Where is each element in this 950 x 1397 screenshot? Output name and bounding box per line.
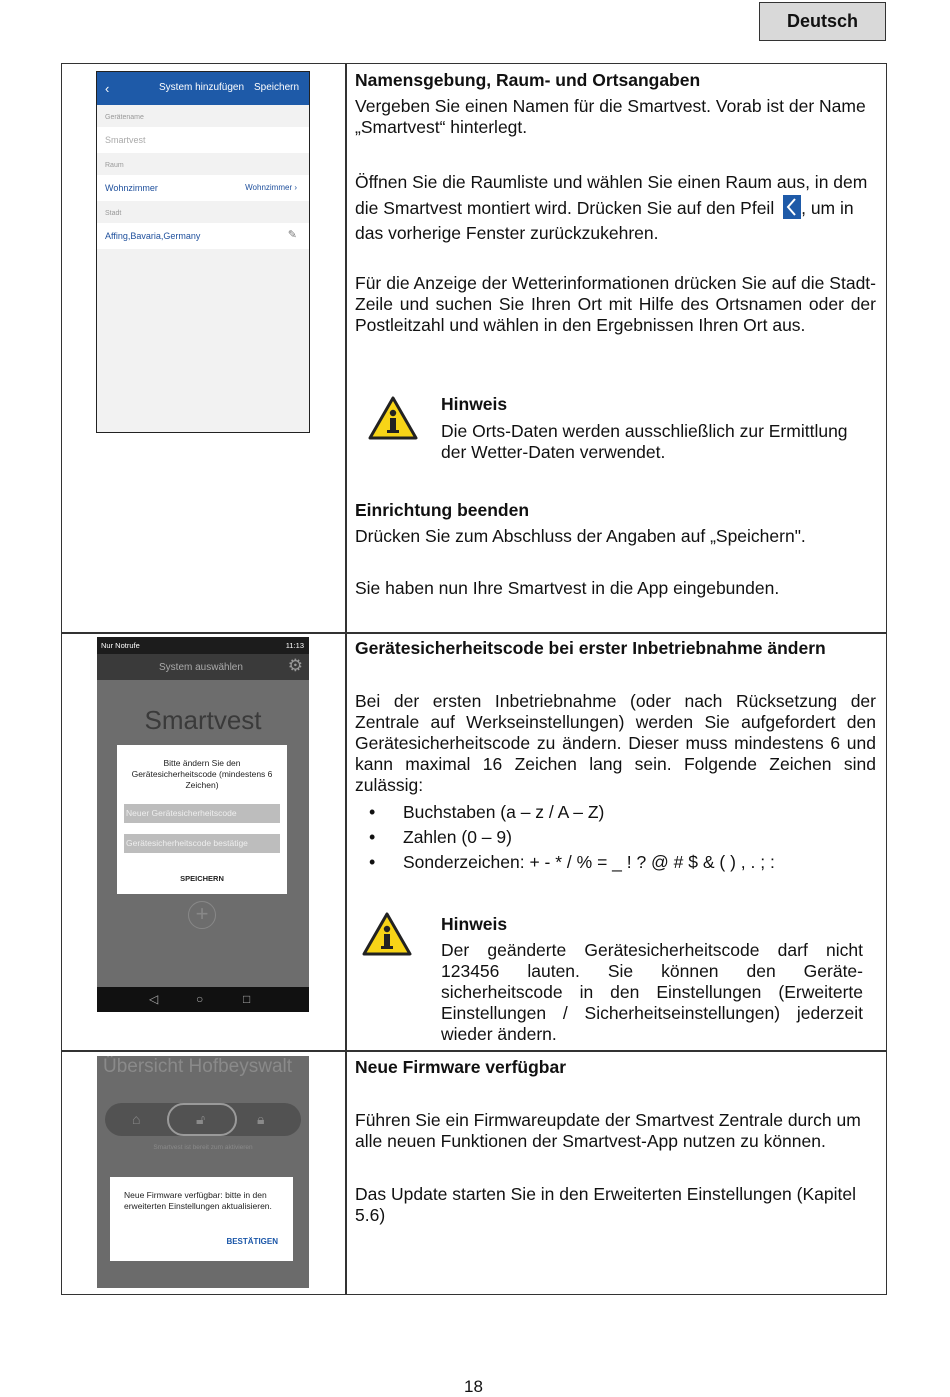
finish-text: Drücken Sie zum Abschluss der Angaben auf „Speichern". — [355, 526, 806, 546]
back-arrow-icon — [783, 195, 801, 219]
nav-recent-icon: □ — [243, 992, 251, 1006]
dialog-message: Bitte ändern Sie den Gerätesicherheitscode (mindestens 6 Zeichen) — [131, 758, 273, 790]
section2-hint-text: Der geänderte Gerätesicherheitscode darf nicht 123456 lauten. Sie können den Geräte-sicherheitscode in den Einstellungen (Erweiterte Einstellungen / Sicherheitseinstellungen) jederzeit wieder ändern. — [441, 940, 863, 1044]
firmware-screenshot — [97, 1056, 309, 1288]
language-tab: Deutsch — [759, 2, 886, 41]
section3-paragraph1: Führen Sie ein Firmwareupdate der Smartvest Zentrale durch um alle neuen Funktionen der Smartvest-App nutzen zu können. — [355, 1110, 861, 1151]
new-code-input: Neuer Gerätesicherheitscode — [124, 804, 280, 823]
status-bar — [97, 637, 309, 654]
city-caption: Stadt — [105, 210, 122, 217]
confirm-code-input: Gerätesicherheitscode bestätige — [124, 834, 280, 853]
room-row — [97, 175, 309, 201]
room-caption: Raum — [105, 162, 124, 169]
section1-paragraph3: Für die Anzeige der Wetterinformationen drücken Sie auf die Stadt-Zeile und suchen Sie Ihren Ort mit Hilfe des Ortsnamen oder der Postleitzahl und wählen in den Ergebnissen Ihren Ort aus. — [355, 273, 876, 335]
home-icon: ⌂ — [132, 1111, 141, 1127]
screen-title: System hinzufügen — [159, 82, 245, 93]
finish-heading: Einrichtung beenden — [355, 500, 530, 520]
section1-paragraph2 — [355, 170, 878, 246]
bullet-numbers: • Zahlen (0 – 9) — [355, 825, 775, 850]
system-add-screenshot — [96, 71, 310, 433]
section1-paragraph2-end: , um in das vorherige Fenster zurückzukehren. — [355, 198, 854, 243]
city-row — [97, 223, 309, 249]
lock-icon: 🔒︎ — [257, 1111, 265, 1127]
gear-icon: ⚙ — [287, 656, 303, 675]
plus-icon: + — [188, 901, 216, 929]
bullet-special: • Sonderzeichen: + - * / % = _ ! ? @ # $ & ( ) , . ; : — [355, 850, 775, 875]
city-value: Affing,Bavaria,Germany — [105, 231, 201, 241]
warning-icon — [362, 912, 412, 956]
screen-title: System auswählen — [159, 662, 243, 673]
warning-icon — [368, 396, 418, 440]
section1-heading: Namensgebung, Raum- und Ortsangaben — [355, 70, 701, 90]
nav-home-icon: ○ — [196, 992, 204, 1006]
row-divider-2 — [62, 1050, 886, 1052]
section1-hint-text: Die Orts-Daten werden ausschließlich zur Ermittlung der Wetter-Daten verwendet. — [441, 421, 848, 462]
section3-paragraph2: Das Update starten Sie in den Erweiterten Einstellungen (Kapitel 5.6) — [355, 1184, 856, 1225]
allowed-characters-list — [355, 800, 775, 875]
status-time: 11:13 — [285, 641, 304, 650]
save-button: Speichern — [254, 82, 300, 93]
page-number: 18 — [464, 1377, 483, 1396]
name-field: Smartvest — [97, 127, 309, 153]
android-nav-bar — [97, 987, 309, 1012]
section3-heading: Neue Firmware verfügbar — [355, 1057, 567, 1077]
section2-heading: Gerätesicherheitscode bei erster Inbetriebnahme ändern — [355, 638, 826, 658]
unlock-icon: 🔓︎ — [196, 1111, 206, 1127]
column-divider — [345, 64, 347, 1294]
change-code-dialog — [117, 745, 287, 894]
row-divider-1 — [62, 632, 886, 634]
final-text: Sie haben nun Ihre Smartvest in die App eingebunden. — [355, 578, 780, 598]
status-subtitle: Smartvest ist bereit zum aktivieren — [153, 1144, 253, 1151]
section1-paragraph2-start: Öffnen Sie die Raumliste und wählen Sie einen Raum aus, in dem die Smartvest montiert wird. Drücken Sie auf den Pfeil — [355, 172, 868, 218]
bullet-letters: • Buchstaben (a – z / A – Z) — [355, 800, 775, 825]
overview-title: Übersicht Hofbeyswalt — [103, 1056, 293, 1077]
app-bar — [97, 654, 309, 680]
section2-hint-title: Hinweis — [441, 914, 508, 934]
firmware-dialog — [110, 1177, 293, 1261]
app-header — [97, 72, 309, 105]
app-logo: Smartvest — [144, 705, 262, 735]
edit-icon: ✎ — [287, 229, 297, 241]
room-selector: Wohnzimmer › — [245, 183, 297, 192]
section2-paragraph1: Bei der ersten Inbetriebnahme (oder nach Rücksetzung der Zentrale auf Werkseinstellungen) werden Sie aufgefordert den Gerätesicherheitscode zu ändern. Dieser muss mindestens 6 und kann maximal 16 Zeichen lang sein. Folgende Zeichen sind zulässig: — [355, 691, 876, 795]
status-left: Nur Notrufe — [101, 641, 140, 650]
section1-hint-title: Hinweis — [441, 394, 508, 414]
nav-back-icon: ◁ — [149, 992, 159, 1006]
dialog-save-button: SPEICHERN — [180, 874, 224, 883]
name-caption: Gerätename — [105, 114, 144, 121]
room-value: Wohnzimmer — [105, 183, 158, 193]
section1-paragraph1: Vergeben Sie einen Namen für die Smartvest. Vorab ist der Name „Smartvest“ hinterlegt. — [355, 96, 866, 137]
confirm-button: BESTÄTIGEN — [226, 1237, 278, 1246]
dialog-message: Neue Firmware verfügbar: bitte in den erweiterten Einstellungen aktualisieren. — [124, 1190, 272, 1211]
back-arrow-icon: ‹ — [105, 81, 110, 96]
security-code-screenshot — [97, 637, 309, 1012]
